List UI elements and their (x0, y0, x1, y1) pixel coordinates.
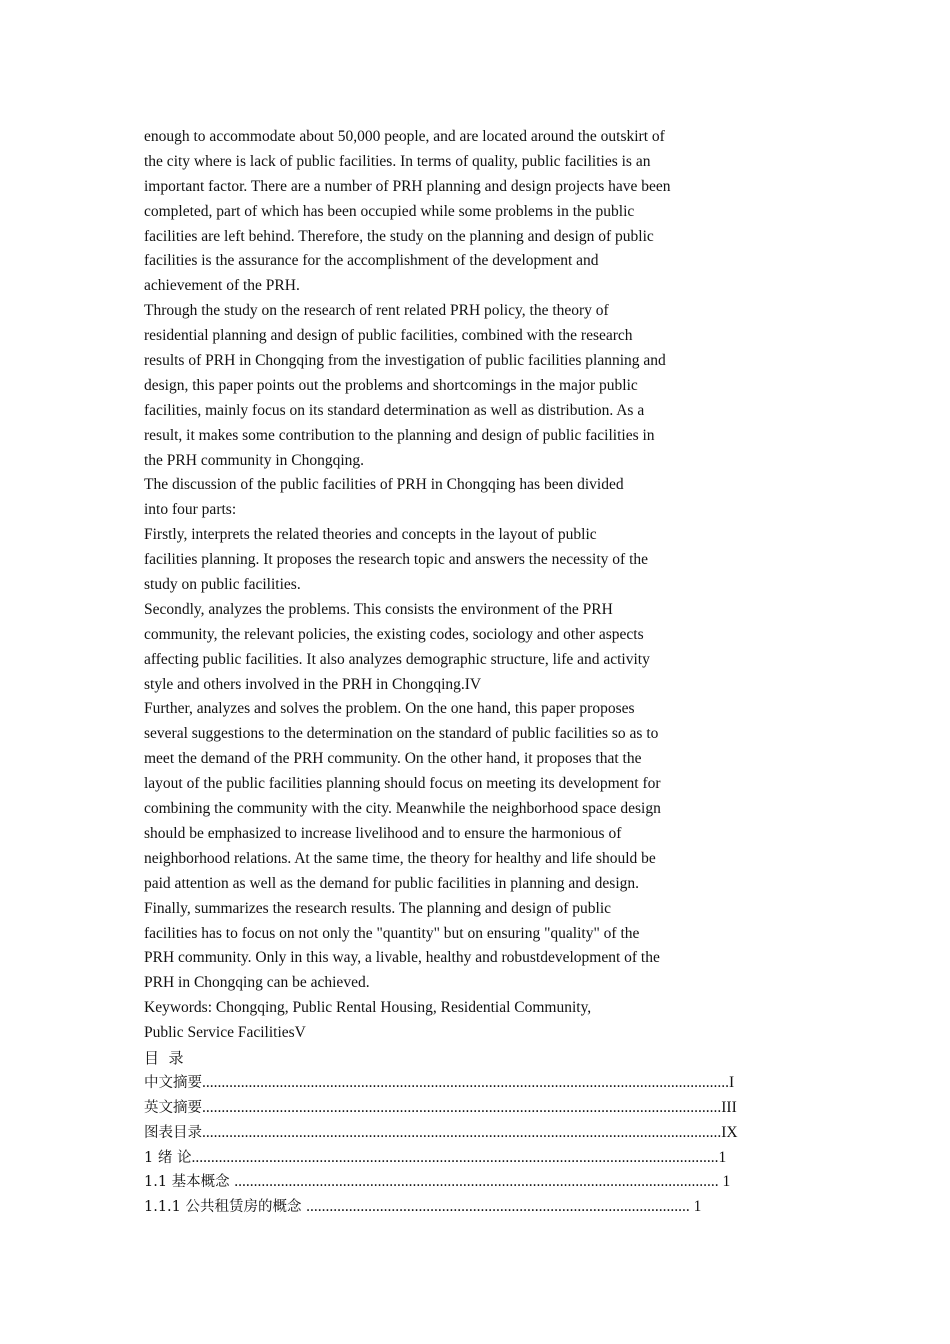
body-line: facilities is the assurance for the accomplishment of the development and (144, 252, 599, 270)
toc-entry-page: IX (721, 1123, 738, 1141)
body-line: the city where is lack of public facilities. In terms of quality, public facilities is an (144, 152, 651, 170)
toc-entry[interactable] (144, 1195, 804, 1220)
toc-leader-dots: ...................................................................................................................................... (202, 1098, 722, 1116)
body-line: affecting public facilities. It also analyzes demographic structure, life and activity (144, 650, 650, 668)
body-line: paid attention as well as the demand for public facilities in planning and design. (144, 874, 640, 892)
body-line: results of PRH in Chongqing from the investigation of public facilities planning and (144, 352, 666, 370)
toc-entry-page: 1 (718, 1148, 727, 1166)
body-line: Through the study on the research of rent related PRH policy, the theory of (144, 302, 609, 320)
body-line: completed, part of which has been occupied while some problems in the public (144, 202, 635, 220)
body-line: several suggestions to the determination on the standard of public facilities so as to (144, 725, 659, 743)
body-line: Further, analyzes and solves the problem. On the one hand, this paper proposes (144, 700, 635, 718)
toc-entry-page: 1 (718, 1173, 731, 1191)
body-line: study on public facilities. (144, 576, 301, 594)
body-line: residential planning and design of public facilities, combined with the research (144, 327, 633, 345)
body-line: style and others involved in the PRH in Chongqing.IV (144, 675, 482, 693)
toc-entry[interactable] (144, 1146, 804, 1171)
toc-leader-dots: ........................................................................................................................................ (191, 1148, 719, 1166)
toc-entry-page: 1 (689, 1198, 702, 1216)
body-line: neighborhood relations. At the same time, the theory for healthy and life should be (144, 849, 656, 867)
toc-entry-label: 中文摘要 (144, 1074, 202, 1091)
toc-entry[interactable] (144, 1170, 804, 1195)
toc-entry-label: 图表目录 (144, 1124, 202, 1141)
keywords-line: Public Service FacilitiesV (144, 1024, 306, 1042)
body-line: PRH in Chongqing can be achieved. (144, 974, 370, 992)
body-line: important factor. There are a number of PRH planning and design projects have been (144, 177, 671, 195)
body-line: Finally, summarizes the research results. The planning and design of public (144, 899, 612, 917)
toc-entry[interactable] (144, 1071, 804, 1096)
toc-entry-page: I (729, 1073, 735, 1091)
toc-leader-dots: ................................................................................................... (306, 1198, 690, 1216)
toc-entry-label: 1.1.1 公共租赁房的概念 (144, 1199, 307, 1216)
body-line: the PRH community in Chongqing. (144, 451, 365, 469)
body-line: meet the demand of the PRH community. On the other hand, it proposes that the (144, 750, 642, 768)
body-line: The discussion of the public facilities of PRH in Chongqing has been divided (144, 476, 624, 494)
body-line: design, this paper points out the problems and shortcomings in the major public (144, 376, 638, 394)
body-line: facilities, mainly focus on its standard determination as well as distribution. As a (144, 401, 645, 419)
toc-entry-label: 1 绪 论 (144, 1149, 192, 1166)
body-line: facilities has to focus on not only the "quantity" but on ensuring "quality" of the (144, 924, 640, 942)
keywords-line: Keywords: Chongqing, Public Rental Housing, Residential Community, (144, 999, 592, 1017)
toc-entry[interactable] (144, 1121, 804, 1146)
body-line: achievement of the PRH. (144, 277, 300, 295)
body-line: into four parts: (144, 501, 237, 519)
body-line: combining the community with the city. Meanwhile the neighborhood space design (144, 800, 661, 818)
body-line: should be emphasized to increase livelihood and to ensure the harmonious of (144, 824, 622, 842)
body-line: Firstly, interprets the related theories and concepts in the layout of public (144, 526, 597, 544)
toc-leader-dots: ............................................................................................................................. (234, 1173, 719, 1191)
body-line: facilities planning. It proposes the research topic and answers the necessity of the (144, 551, 649, 569)
body-line: PRH community. Only in this way, a livable, healthy and robustdevelopment of the (144, 949, 660, 967)
body-line: layout of the public facilities planning should focus on meeting its development for (144, 775, 661, 793)
body-line: result, it makes some contribution to the planning and design of public facilities in (144, 426, 655, 444)
toc-entry-label: 1.1 基本概念 (144, 1174, 235, 1191)
body-line: community, the relevant policies, the existing codes, sociology and other aspects (144, 625, 644, 643)
toc-entry[interactable] (144, 1096, 804, 1121)
toc-leader-dots: ........................................................................................................................................ (202, 1073, 729, 1091)
toc-leader-dots: ...................................................................................................................................... (202, 1123, 722, 1141)
page-text (144, 125, 804, 1220)
body-line: Secondly, analyzes the problems. This consists the environment of the PRH (144, 600, 613, 618)
body-line: enough to accommodate about 50,000 people, and are located around the outskirt of (144, 128, 665, 145)
toc-title: 目 录 (144, 1048, 184, 1067)
toc-entry-label: 英文摘要 (144, 1099, 202, 1116)
body-line: facilities are left behind. Therefore, the study on the planning and design of public (144, 227, 654, 245)
toc-entry-page: III (721, 1098, 737, 1116)
